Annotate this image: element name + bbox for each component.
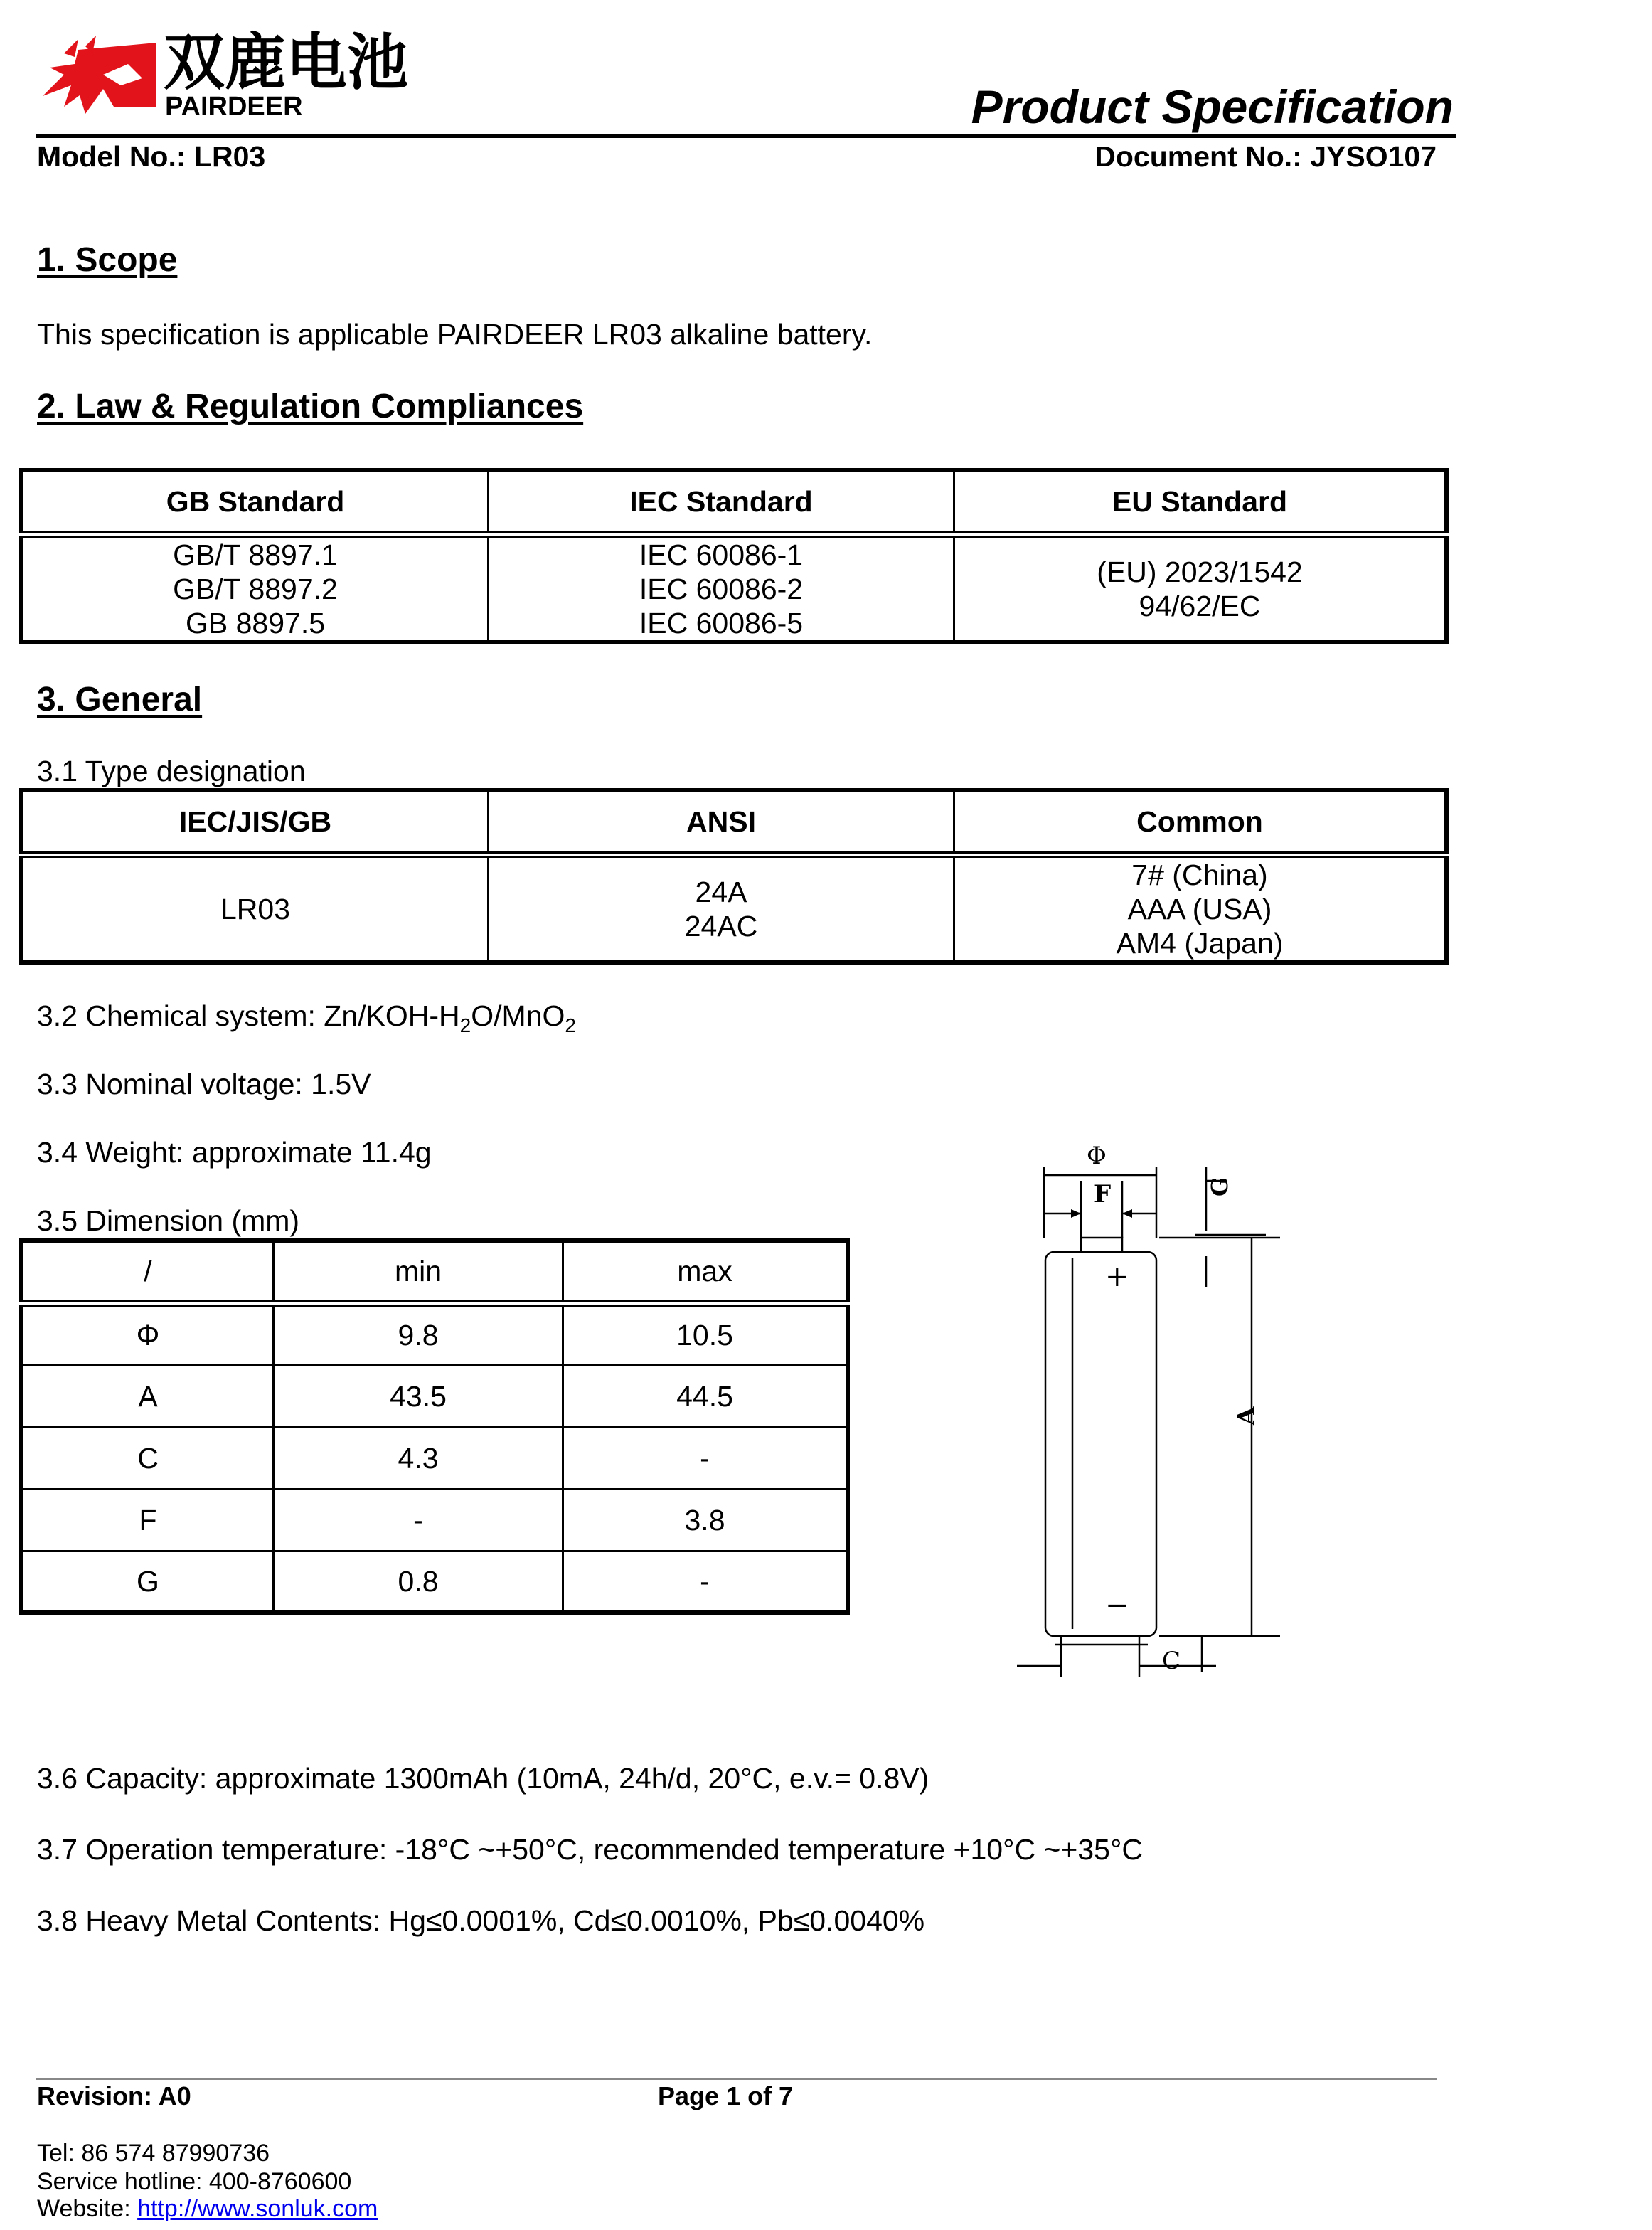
gb-standard-item: GB/T 8897.2 (173, 572, 338, 605)
operation-temperature: 3.7 Operation temperature: -18°C ~+50°C, recommended temperature +10°C ~+35°C (37, 1833, 1143, 1866)
heavy-metal-contents: 3.8 Heavy Metal Contents: Hg≤0.0001%, Cd≤0.0010%, Pb≤0.0040% (37, 1904, 925, 1937)
chemical-prefix: 3.2 Chemical system: Zn/KOH-H (37, 999, 460, 1032)
type-iec-cell (21, 854, 489, 962)
dimension-min: 9.8 (274, 1303, 563, 1365)
table-row (21, 1365, 848, 1427)
section-general-title: 3. General (37, 681, 203, 718)
header-rule (36, 134, 1456, 138)
document-title: Product Specification (971, 80, 1454, 133)
diagram-c-label: C (1162, 1647, 1181, 1675)
battery-dimension-diagram (1010, 1131, 1294, 1686)
website-label: Website: (37, 2195, 138, 2222)
iec-standard-item: IEC 60086-1 (639, 538, 804, 571)
table-row (21, 1303, 848, 1365)
chemical-subscript: 2 (565, 1014, 576, 1037)
compliance-header-gb: GB Standard (21, 470, 489, 534)
iec-standard-item: IEC 60086-2 (639, 572, 804, 605)
compliance-header-eu: EU Standard (954, 470, 1447, 534)
diagram-minus-sign: − (1105, 1589, 1129, 1622)
dimension-max: - (563, 1551, 848, 1613)
diagram-a-label: A (1232, 1406, 1261, 1425)
type-common-value: AM4 (Japan) (1116, 926, 1284, 960)
gb-standard-item: GB 8897.5 (185, 606, 326, 639)
type-header-common: Common (954, 790, 1447, 854)
website-link[interactable]: http://www.sonluk.com (137, 2195, 378, 2222)
dimension-param: C (21, 1427, 274, 1489)
dimension-min: 43.5 (274, 1365, 563, 1427)
type-common-cell (954, 854, 1447, 962)
dimension-max: 44.5 (563, 1365, 848, 1427)
dimension-param: F (21, 1489, 274, 1551)
page-number: Page 1 of 7 (658, 2081, 794, 2110)
logo-english-text: PAIRDEER (165, 92, 303, 122)
scope-text: This specification is applicable PAIRDEER LR03 alkaline battery. (37, 318, 873, 351)
dimension-min: 0.8 (274, 1551, 563, 1613)
diagram-f-label: F (1094, 1180, 1112, 1209)
dimension-param: Φ (21, 1303, 274, 1365)
service-hotline: Service hotline: 400-8760600 (37, 2168, 352, 2195)
compliance-eu-cell (954, 534, 1447, 642)
deer-logo-icon (36, 36, 160, 121)
type-ansi-value: 24A (695, 875, 747, 908)
brand-logo (36, 28, 448, 121)
dimension-header: max (563, 1241, 848, 1303)
table-row (21, 1551, 848, 1613)
type-header-ansi: ANSI (489, 790, 954, 854)
type-common-value: 7# (China) (1131, 858, 1268, 891)
dimension-header: / (21, 1241, 274, 1303)
section-scope-title: 1. Scope (37, 241, 178, 279)
telephone: Tel: 86 574 87990736 (37, 2140, 270, 2167)
table-row (21, 1489, 848, 1551)
document-number: Document No.: JYSO107 (1094, 140, 1437, 173)
compliance-iec-cell (489, 534, 954, 642)
gb-standard-item: GB/T 8897.1 (173, 538, 338, 571)
dimension-header: min (274, 1241, 563, 1303)
website (37, 2195, 378, 2222)
footer-rule (36, 2078, 1437, 2080)
iec-standard-item: IEC 60086-5 (639, 606, 804, 639)
dimension-label: 3.5 Dimension (mm) (37, 1204, 300, 1237)
nominal-voltage: 3.3 Nominal voltage: 1.5V (37, 1068, 371, 1100)
compliance-header-iec: IEC Standard (489, 470, 954, 534)
capacity: 3.6 Capacity: approximate 1300mAh (10mA, 24h/d, 20°C, e.v.= 0.8V) (37, 1762, 929, 1795)
type-designation-label: 3.1 Type designation (37, 755, 306, 787)
dimension-min: 4.3 (274, 1427, 563, 1489)
eu-standard-item: 94/62/EC (1139, 589, 1261, 622)
dimension-table (19, 1238, 850, 1615)
model-number: Model No.: LR03 (37, 140, 266, 173)
compliance-gb-cell (21, 534, 489, 642)
type-designation-table (19, 788, 1449, 965)
section-compliance-title: 2. Law & Regulation Compliances (37, 388, 584, 425)
logo-chinese-text: 双鹿电池 (164, 27, 408, 98)
dimension-max: - (563, 1427, 848, 1489)
type-ansi-value: 24AC (684, 909, 758, 943)
chemical-middle: O/MnO (471, 999, 565, 1032)
revision: Revision: A0 (37, 2081, 191, 2110)
type-common-value: AAA (USA) (1127, 892, 1272, 925)
type-iec-value: LR03 (220, 892, 290, 925)
dimension-min: - (274, 1489, 563, 1551)
diagram-plus-sign: + (1105, 1260, 1129, 1293)
dimension-max: 10.5 (563, 1303, 848, 1365)
type-header-iec: IEC/JIS/GB (21, 790, 489, 854)
dimension-max: 3.8 (563, 1489, 848, 1551)
dimension-param: G (21, 1551, 274, 1613)
table-row (21, 1427, 848, 1489)
chemical-subscript: 2 (459, 1014, 471, 1037)
diagram-phi-label: Φ (1087, 1142, 1107, 1170)
diagram-g-label: G (1206, 1177, 1233, 1196)
compliance-table (19, 468, 1449, 644)
dimension-param: A (21, 1365, 274, 1427)
type-ansi-cell (489, 854, 954, 962)
chemical-system (37, 999, 576, 1043)
eu-standard-item: (EU) 2023/1542 (1097, 555, 1303, 588)
weight: 3.4 Weight: approximate 11.4g (37, 1136, 432, 1169)
